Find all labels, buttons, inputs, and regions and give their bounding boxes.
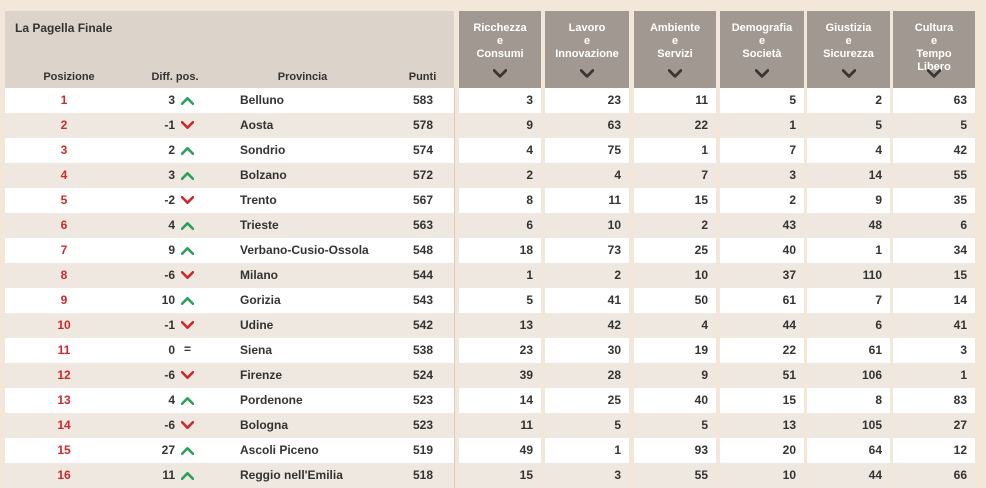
category-rank-value: 49 xyxy=(519,443,533,457)
category-rank-value: 51 xyxy=(782,368,796,382)
category-label-line: Libero xyxy=(917,61,951,73)
category-header-1[interactable] xyxy=(459,11,541,88)
category-rank-value: 44 xyxy=(782,318,796,332)
category-rank-value: 8 xyxy=(526,193,533,207)
category-rank-value: 8 xyxy=(875,393,882,407)
category-label-line: Cultura xyxy=(914,22,954,34)
category-rank-value: 4 xyxy=(701,318,708,332)
diff-value: -6 xyxy=(164,418,175,432)
category-rank-value: 15 xyxy=(782,393,796,407)
category-label-line: e xyxy=(583,35,591,47)
column-header-punti[interactable]: Punti xyxy=(408,71,437,83)
category-rank-value: 75 xyxy=(607,143,621,157)
category-rank-value: 3 xyxy=(960,343,967,357)
category-rank-value: 48 xyxy=(868,218,882,232)
category-rank-value: 15 xyxy=(519,468,533,482)
category-rank-value: 3 xyxy=(789,168,796,182)
points-value: 572 xyxy=(412,168,433,182)
category-rank-value: 55 xyxy=(953,168,967,182)
points-value: 544 xyxy=(412,268,433,282)
category-rank-value: 34 xyxy=(953,243,967,257)
province-name[interactable]: Belluno xyxy=(240,93,284,107)
diff-value: 10 xyxy=(161,293,175,307)
category-rank-value: 6 xyxy=(960,218,967,232)
arrow-up-icon xyxy=(181,88,195,113)
points-value: 542 xyxy=(412,318,433,332)
category-rank-value: 25 xyxy=(694,243,708,257)
category-rank-value: 11 xyxy=(608,193,621,207)
column-header-provincia[interactable]: Provincia xyxy=(277,71,328,83)
province-name[interactable]: Trento xyxy=(240,193,277,207)
category-rank-value: 22 xyxy=(694,118,708,132)
category-rank-value: 10 xyxy=(607,218,621,232)
category-label-line: Lavoro xyxy=(568,22,606,34)
points-value: 543 xyxy=(412,293,433,307)
category-rank-value: 93 xyxy=(694,443,708,457)
points-value: 548 xyxy=(412,243,433,257)
table-row[interactable] xyxy=(0,138,986,163)
category-rank-value: 19 xyxy=(694,343,708,357)
province-name[interactable]: Reggio nell'Emilia xyxy=(240,468,343,482)
category-label xyxy=(807,22,890,61)
category-rank-value: 27 xyxy=(953,418,967,432)
arrow-up-icon xyxy=(181,388,195,413)
arrow-up-icon xyxy=(181,213,195,238)
category-rank-value: 13 xyxy=(519,318,533,332)
diff-value: 2 xyxy=(168,143,175,157)
points-value: 583 xyxy=(412,93,433,107)
category-header-6[interactable] xyxy=(893,11,975,88)
category-rank-value: 110 xyxy=(862,268,882,282)
province-name[interactable]: Udine xyxy=(240,318,274,332)
position-value: 2 xyxy=(60,118,68,132)
category-rank-value: 13 xyxy=(782,418,796,432)
category-rank-value: 25 xyxy=(607,393,621,407)
points-value: 563 xyxy=(412,218,433,232)
arrow-up-icon xyxy=(181,163,195,188)
province-name[interactable]: Firenze xyxy=(240,368,283,382)
diff-value: 0 xyxy=(168,343,175,357)
category-rank-value: 22 xyxy=(782,343,796,357)
category-rank-value: 2 xyxy=(526,168,533,182)
position-value: 12 xyxy=(57,368,71,382)
diff-value: 11 xyxy=(162,468,175,482)
position-value: 10 xyxy=(57,318,71,332)
table-row[interactable] xyxy=(0,263,986,288)
chevron-down-icon[interactable] xyxy=(666,69,684,81)
diff-value: 4 xyxy=(168,393,175,407)
table-row[interactable] xyxy=(0,213,986,238)
table-row[interactable] xyxy=(0,313,986,338)
category-rank-value: 10 xyxy=(694,268,708,282)
arrow-down-icon xyxy=(181,413,195,438)
category-rank-value: 14 xyxy=(868,168,882,182)
points-value: 567 xyxy=(412,193,433,207)
category-label-line: Sicurezza xyxy=(823,48,874,60)
category-rank-value: 20 xyxy=(782,443,796,457)
table-row[interactable] xyxy=(0,363,986,388)
category-label-line: Consumi xyxy=(476,48,524,60)
category-rank-value: 5 xyxy=(875,118,882,132)
category-rank-value: 6 xyxy=(875,318,882,332)
province-name[interactable]: Ascoli Piceno xyxy=(240,443,319,457)
position-value: 7 xyxy=(60,243,68,257)
category-rank-value: 41 xyxy=(607,293,621,307)
points-value: 523 xyxy=(412,418,433,432)
category-label xyxy=(634,22,716,61)
category-rank-value: 7 xyxy=(875,293,882,307)
points-value: 518 xyxy=(412,468,433,482)
category-rank-value: 1 xyxy=(789,118,796,132)
category-rank-value: 5 xyxy=(789,93,796,107)
category-rank-value: 4 xyxy=(614,168,621,182)
category-rank-value: 11 xyxy=(520,418,533,432)
category-rank-value: 1 xyxy=(614,443,621,457)
category-label xyxy=(545,22,629,61)
category-rank-value: 61 xyxy=(782,293,796,307)
province-name[interactable]: Trieste xyxy=(240,218,279,232)
category-label-line: Ambiente xyxy=(649,22,701,34)
chevron-down-icon[interactable] xyxy=(925,69,943,81)
category-label-line: e xyxy=(758,35,766,47)
category-rank-value: 42 xyxy=(607,318,621,332)
province-name[interactable]: Bologna xyxy=(240,418,288,432)
province-name[interactable]: Milano xyxy=(240,268,278,282)
category-rank-value: 5 xyxy=(614,418,621,432)
points-value: 524 xyxy=(412,368,433,382)
category-rank-value: 4 xyxy=(875,143,882,157)
diff-value: 3 xyxy=(168,168,175,182)
category-label-line: Giustizia xyxy=(825,22,872,34)
category-rank-value: 66 xyxy=(953,468,967,482)
category-rank-value: 106 xyxy=(861,368,882,382)
category-rank-value: 18 xyxy=(519,243,533,257)
table-row[interactable] xyxy=(0,338,986,363)
category-rank-value: 41 xyxy=(953,318,967,332)
category-rank-value: 1 xyxy=(701,143,708,157)
position-value: 16 xyxy=(57,468,71,482)
table-row[interactable] xyxy=(0,238,986,263)
province-name[interactable]: Sondrio xyxy=(240,143,286,157)
chevron-down-icon[interactable] xyxy=(578,69,596,81)
points-value: 574 xyxy=(412,143,433,157)
arrow-down-icon xyxy=(181,313,195,338)
category-rank-value: 14 xyxy=(953,293,967,307)
position-value: 5 xyxy=(60,193,68,207)
page-title: La Pagella Finale xyxy=(15,21,113,35)
table-row[interactable] xyxy=(0,163,986,188)
diff-value: 4 xyxy=(168,218,175,232)
arrow-up-icon xyxy=(181,288,195,313)
position-value: 4 xyxy=(60,168,68,182)
category-label-line: e xyxy=(671,35,679,47)
points-value: 523 xyxy=(412,393,433,407)
table-row[interactable] xyxy=(0,188,986,213)
position-value: 13 xyxy=(57,393,71,407)
category-rank-value: 105 xyxy=(861,418,882,432)
diff-value: -6 xyxy=(164,368,175,382)
diff-value: 9 xyxy=(168,243,175,257)
category-rank-value: 11 xyxy=(695,93,708,107)
category-rank-value: 23 xyxy=(519,343,533,357)
table-row[interactable] xyxy=(0,88,986,113)
province-name[interactable]: Gorizia xyxy=(240,293,281,307)
position-value: 6 xyxy=(60,218,68,232)
diff-value: 3 xyxy=(168,93,175,107)
category-rank-value: 2 xyxy=(614,268,621,282)
category-header-5[interactable] xyxy=(807,11,890,88)
category-rank-value: 35 xyxy=(953,193,967,207)
category-rank-value: 2 xyxy=(701,218,708,232)
category-header-4[interactable] xyxy=(720,11,804,88)
category-rank-value: 1 xyxy=(526,268,533,282)
diff-value: -1 xyxy=(164,318,175,332)
table-row[interactable] xyxy=(0,388,986,413)
category-rank-value: 9 xyxy=(526,118,533,132)
category-rank-value: 1 xyxy=(960,368,967,382)
category-rank-value: 55 xyxy=(694,468,708,482)
category-label-line: Innovazione xyxy=(555,48,619,60)
category-rank-value: 43 xyxy=(782,218,796,232)
category-label-line: Demografia xyxy=(731,22,793,34)
arrow-down-icon xyxy=(181,363,195,388)
points-value: 578 xyxy=(412,118,433,132)
category-rank-value: 4 xyxy=(526,143,533,157)
category-label-line: e xyxy=(930,35,938,47)
points-value: 538 xyxy=(412,343,433,357)
category-rank-value: 2 xyxy=(789,193,796,207)
category-rank-value: 3 xyxy=(614,468,621,482)
category-rank-value: 28 xyxy=(607,368,621,382)
arrow-down-icon xyxy=(181,263,195,288)
arrow-up-icon xyxy=(181,438,195,463)
category-header-2[interactable] xyxy=(545,11,629,88)
category-rank-value: 14 xyxy=(519,393,533,407)
category-label-line: e xyxy=(496,35,504,47)
category-rank-value: 30 xyxy=(607,343,621,357)
category-label xyxy=(893,22,975,74)
province-name[interactable]: Siena xyxy=(240,343,273,357)
diff-value: -6 xyxy=(164,268,175,282)
category-rank-value: 64 xyxy=(868,443,882,457)
chevron-down-icon[interactable] xyxy=(840,69,858,81)
chevron-down-icon[interactable] xyxy=(753,69,771,81)
category-label-line: e xyxy=(845,35,852,47)
table-row[interactable] xyxy=(0,413,986,438)
position-value: 11 xyxy=(57,343,71,357)
chevron-down-icon[interactable] xyxy=(491,69,509,81)
category-rank-value: 23 xyxy=(607,93,621,107)
category-rank-value: 10 xyxy=(782,468,796,482)
category-rank-value: 7 xyxy=(701,168,708,182)
position-value: 8 xyxy=(60,268,68,282)
category-rank-value: 5 xyxy=(960,118,967,132)
ranking-header xyxy=(5,11,454,88)
category-rank-value: 42 xyxy=(953,143,967,157)
diff-value: -1 xyxy=(164,118,175,132)
position-value: 14 xyxy=(57,418,71,432)
position-value: 3 xyxy=(60,143,68,157)
category-label-line: Ricchezza xyxy=(473,22,527,34)
province-name[interactable]: Aosta xyxy=(240,118,274,132)
table-row[interactable] xyxy=(0,113,986,138)
position-value: 15 xyxy=(57,443,71,457)
category-rank-value: 3 xyxy=(526,93,533,107)
category-rank-value: 83 xyxy=(953,393,967,407)
province-name[interactable]: Pordenone xyxy=(240,393,303,407)
category-rank-value: 15 xyxy=(953,268,967,282)
column-header-diff[interactable]: Diff. pos. xyxy=(151,71,199,83)
category-rank-value: 5 xyxy=(701,418,708,432)
province-name[interactable]: Bolzano xyxy=(240,168,287,182)
diff-value: -2 xyxy=(164,193,175,207)
category-rank-value: 40 xyxy=(782,243,796,257)
position-value: 1 xyxy=(60,93,68,107)
category-rank-value: 50 xyxy=(694,293,708,307)
category-rank-value: 9 xyxy=(701,368,708,382)
arrow-down-icon xyxy=(181,188,195,213)
category-rank-value: 12 xyxy=(953,443,967,457)
arrow-down-icon xyxy=(181,113,195,138)
category-rank-value: 9 xyxy=(875,193,882,207)
arrow-up-icon xyxy=(181,138,195,163)
points-value: 519 xyxy=(412,443,433,457)
category-rank-value: 6 xyxy=(526,218,533,232)
category-rank-value: 63 xyxy=(607,118,621,132)
category-rank-value: 63 xyxy=(953,93,967,107)
category-label-line: Tempo xyxy=(916,48,952,60)
category-label xyxy=(720,22,804,61)
category-rank-value: 2 xyxy=(875,93,882,107)
table-row[interactable] xyxy=(0,288,986,313)
category-rank-value: 73 xyxy=(607,243,621,257)
diff-value: 27 xyxy=(161,443,175,457)
category-rank-value: 37 xyxy=(782,268,796,282)
category-header-3[interactable] xyxy=(634,11,716,88)
category-label-line: Società xyxy=(742,48,782,60)
category-label-line: Servizi xyxy=(657,48,693,60)
category-label xyxy=(459,22,541,61)
category-rank-value: 61 xyxy=(868,343,882,357)
category-rank-value: 44 xyxy=(868,468,882,482)
category-rank-value: 40 xyxy=(694,393,708,407)
category-rank-value: 15 xyxy=(694,193,708,207)
column-header-posizione[interactable]: Posizione xyxy=(43,71,95,83)
equal-icon: = xyxy=(184,342,192,356)
position-value: 9 xyxy=(60,293,68,307)
table-row[interactable] xyxy=(0,438,986,463)
category-rank-value: 1 xyxy=(875,243,882,257)
category-rank-value: 5 xyxy=(526,293,533,307)
category-rank-value: 39 xyxy=(519,368,533,382)
province-name[interactable]: Verbano-Cusio-Ossola xyxy=(240,243,369,257)
arrow-up-icon xyxy=(181,238,195,263)
category-rank-value: 7 xyxy=(789,143,796,157)
